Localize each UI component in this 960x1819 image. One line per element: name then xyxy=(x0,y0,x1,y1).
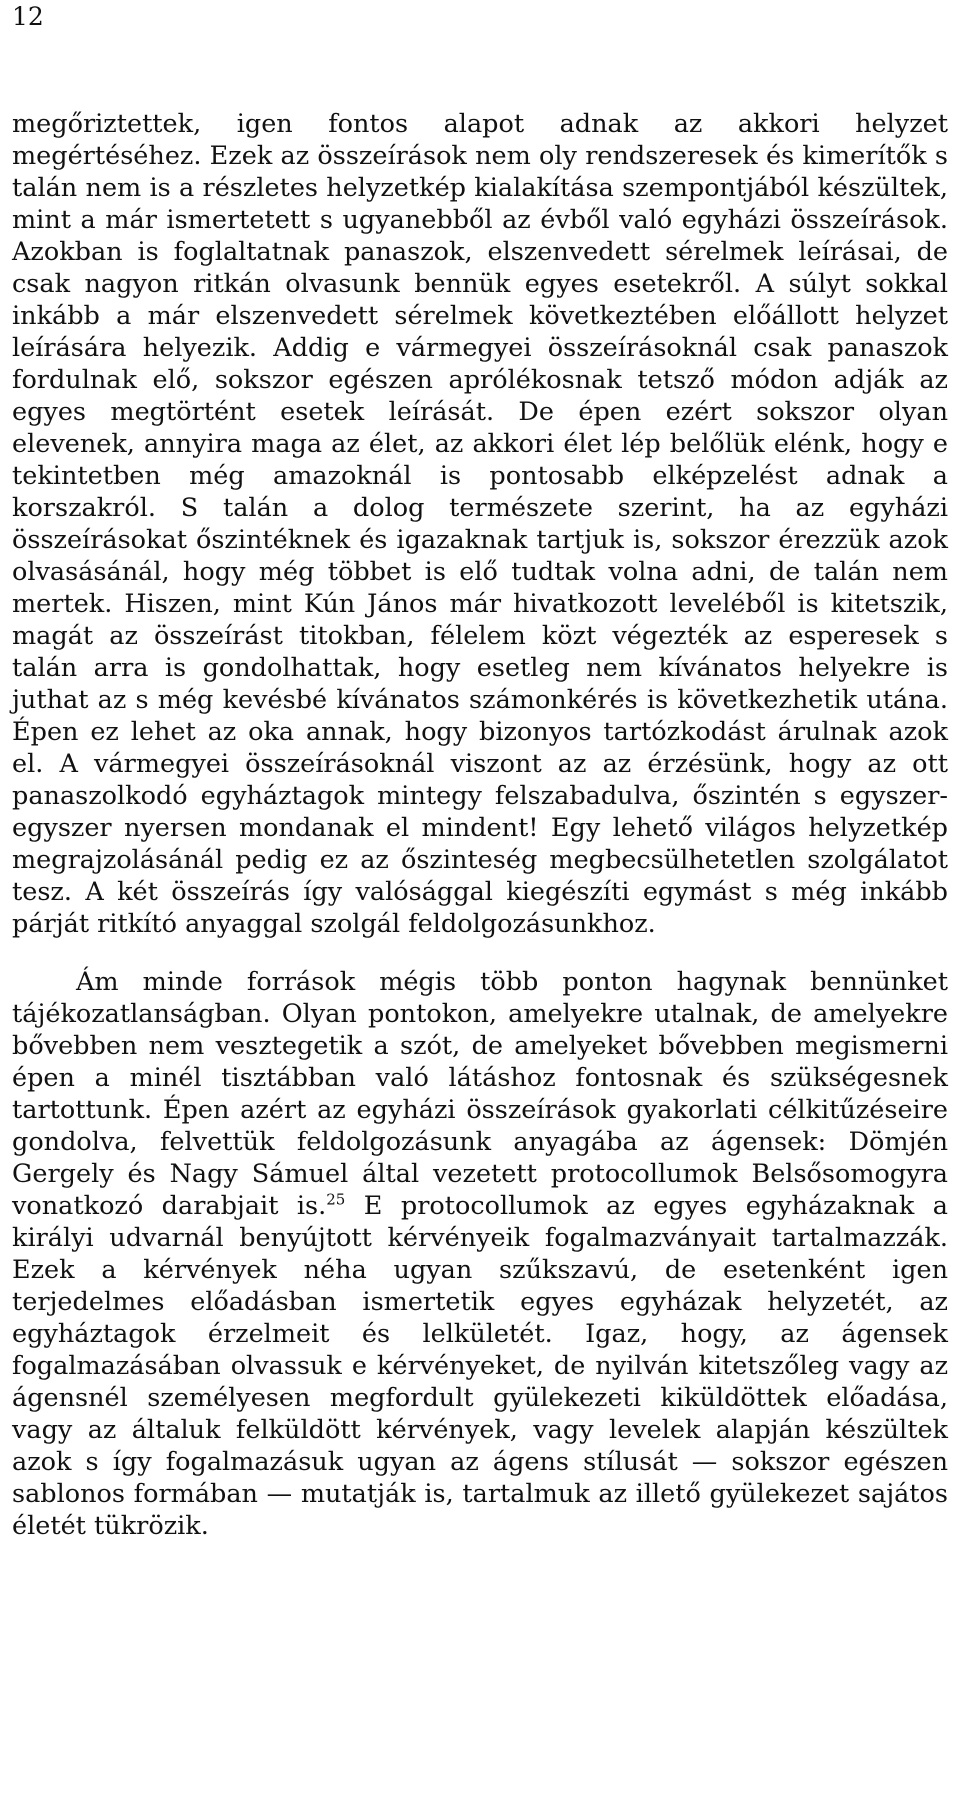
paragraph-2-text-after-note: E protocollumok az egyes egyházaknak a királyi udvarnál benyújtott kérvényeik fogalmazványait tartalmazzák. Ezek a kérvények néha ugyan szűkszavú, de esetenként igen terjedelmes előadásban ismertetik egyes egyházak helyzetét, az egyháztagok érzelmeit és lelkületét. Igaz, hogy, az ágensek fogalmazásában olvassuk e kérvényeket, de nyilván kitetszőleg vagy az ágensnél személyesen megfordult gyülekezeti kiküldöttek előadása, vagy az általuk felküldött kérvények, vagy levelek alapján készültek azok s így fogalmazásuk ugyan az ágens stílusát — sokszor egészen sablonos formában — mutatják is, tartalmuk az illető gyülekezet sajátos életét tükrözik. xyxy=(12,1191,948,1541)
footnote-reference: 25 xyxy=(326,1190,346,1209)
document-body xyxy=(12,108,948,1542)
paragraph-2 xyxy=(12,966,948,1542)
page-number: 12 xyxy=(12,2,44,31)
paragraph-1: megőriztettek, igen fontos alapot adnak az akkori helyzet megértéséhez. Ezek az összeírások nem oly rendszeresek és kimerítők s talán nem is a részletes helyzetkép kialakítása szempontjából készültek, mint a már ismertetett s ugyanebből az évből való egyházi összeírások. Azokban is foglaltatnak panaszok, elszenvedett sérelmek leírásai, de csak nagyon ritkán olvasunk bennük egyes esetekről. A súlyt sokkal inkább a már elszenvedett sérelmek következtében előállott helyzet leírására helyezik. Addig e vármegyei összeírásoknál csak panaszok fordulnak elő, sokszor egészen aprólékosnak tetsző módon adják az egyes megtörtént esetek leírását. De épen ezért sokszor olyan elevenek, annyira maga az élet, az akkori élet lép belőlük elénk, hogy e tekintetben még amazoknál is pontosabb elképzelést adnak a korszakról. S talán a dolog természete szerint, ha az egyházi összeírásokat őszintéknek és igazaknak tartjuk is, sokszor érezzük azok olvasásánál, hogy még többet is elő tudtak volna adni, de talán nem mertek. Hiszen, mint Kún János már hivatkozott leveléből is kitetszik, magát az összeírást titokban, félelem közt végezték az esperesek s talán arra is gondolhattak, hogy esetleg nem kívánatos helyekre is juthat az s még kevésbé kívánatos számonkérés is következhetik utána. Épen ez lehet az oka annak, hogy bizonyos tartózkodást árulnak azok el. A vármegyei összeírásoknál viszont az az érzésünk, hogy az ott panaszolkodó egyháztagok mintegy felszabadulva, őszintén s egyszer-egyszer nyersen mondanak el mindent! Egy lehető világos helyzetkép megrajzolásánál pedig ez az őszinteség megbecsülhetetlen szolgálatot tesz. A két összeírás így valósággal kiegészíti egymást s még inkább párját ritkító anyaggal szolgál feldolgozásunkhoz. xyxy=(12,109,948,939)
paragraph-2-text-before-note: Ám minde források mégis több ponton hagynak bennünket tájékozatlanságban. Olyan pontokon, amelyekre utalnak, de amelyekre bővebben nem vesztegetik a szót, de amelyeket bővebben megismerni épen a minél tisztábban való látáshoz fontosnak és szükségesnek tartottunk. Épen azért az egyházi összeírások gyakorlati célkitűzéseire gondolva, felvettük feldolgozásunk anyagába az ágensek: Dömjén Gergely és Nagy Sámuel által vezetett protocollumok Belsősomogyra vonatkozó darabjait is. xyxy=(12,967,948,1221)
